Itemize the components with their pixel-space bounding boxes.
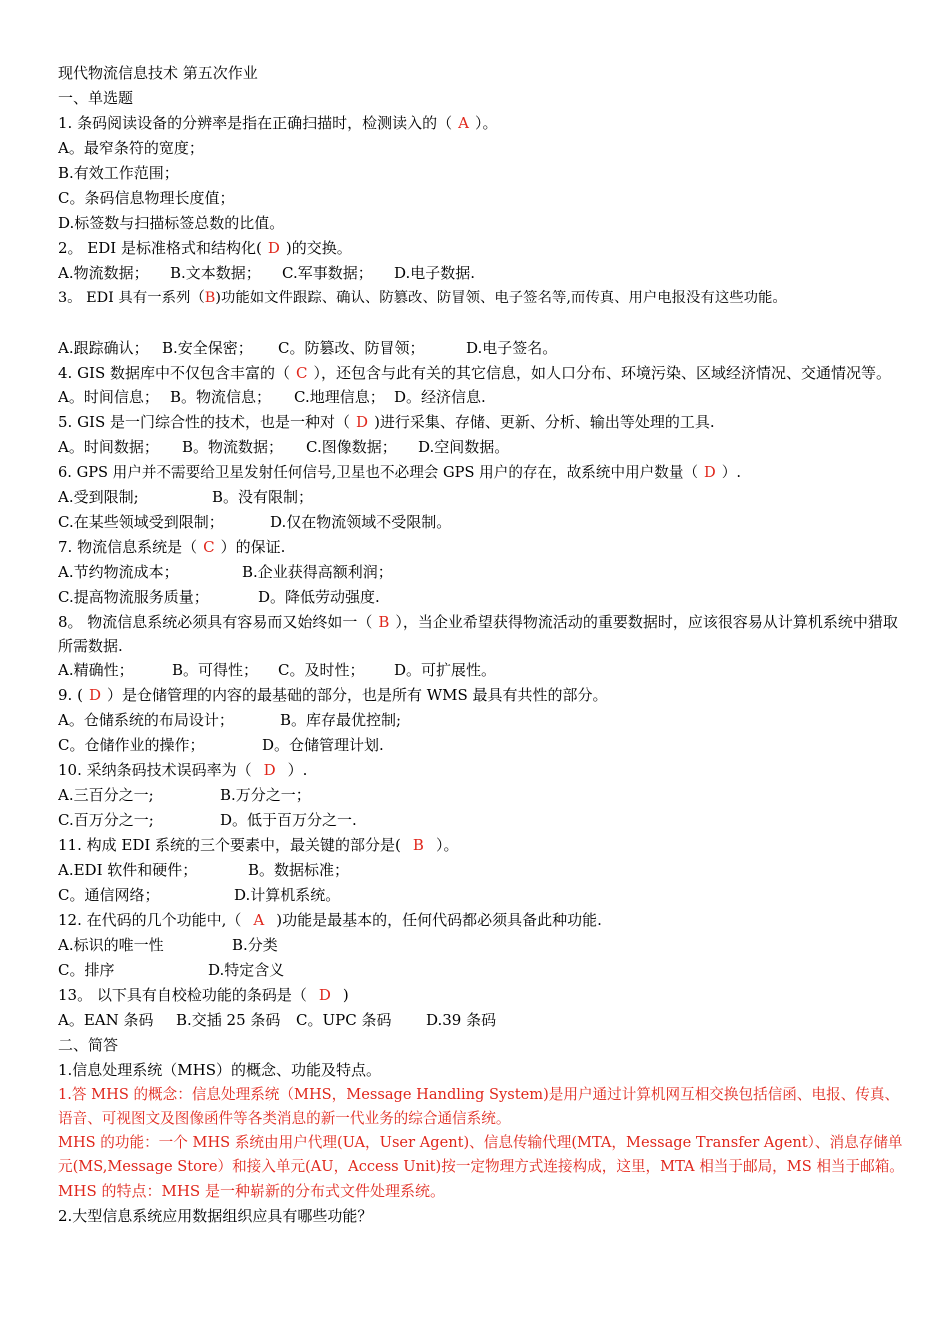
question-text-end: )功能是最基本的，任何代码都必须具备此种功能. xyxy=(276,911,602,929)
question-12 xyxy=(58,908,908,933)
question-text: 6. GPS 用户并不需要给卫星发射任何信号,卫星也不必理会 GPS 用户的存在，故系统中用户数量（ xyxy=(58,464,699,481)
question-8 xyxy=(58,610,908,658)
options-row xyxy=(58,658,908,683)
option: D.39 条码 xyxy=(426,1011,497,1029)
option: C.地理信息； xyxy=(294,388,385,406)
options-row xyxy=(58,510,908,535)
question-9 xyxy=(58,683,908,708)
question-4 xyxy=(58,361,908,385)
answer: B xyxy=(204,290,216,306)
option: C。UPC 条码 xyxy=(296,1011,392,1029)
question-5 xyxy=(58,410,908,435)
option: D.仅在物流领域不受限制。 xyxy=(270,513,452,531)
option: B.安全保密； xyxy=(162,339,253,357)
options-row xyxy=(58,883,908,908)
document-body xyxy=(58,61,908,1229)
answer: D xyxy=(318,986,331,1004)
option: A.三百分之一; xyxy=(58,786,154,804)
question-text: 8。 物流信息系统必须具有容易而又始终如一（ xyxy=(58,613,373,631)
option: B。物流数据； xyxy=(182,438,284,456)
section-heading-short-answer: 二、简答 xyxy=(58,1036,119,1054)
answer: A xyxy=(253,911,265,929)
option: C。防篡改、防冒领； xyxy=(278,339,425,357)
options-row xyxy=(58,585,908,610)
answer: B xyxy=(412,836,424,854)
question-text: 2。 EDI 是标准格式和结构化( xyxy=(58,239,262,257)
answer-paragraph-function: MHS 的功能：一个 MHS 系统由用户代理(UA，User Agent)、信息传输代理(MTA，Message Transfer Agent）、消息存储单元(MS,Message Store）和接入单元(AU，Access Unit)按一定物理方式连接构成，这里，MTA 相当于邮局，MS 相当于邮箱。 xyxy=(58,1134,904,1175)
question-text-end: ）。 xyxy=(435,836,459,854)
option: D.电子数据. xyxy=(394,264,476,282)
options-row xyxy=(58,783,908,808)
option: B。数据标准； xyxy=(248,861,350,879)
question-text-end: )进行采集、存储、更新、分析、输出等处理的工具. xyxy=(374,413,715,431)
question-6 xyxy=(58,460,908,485)
option: A.标识的唯一性 xyxy=(58,936,164,954)
option: D。降低劳动强度. xyxy=(258,588,380,606)
question-text: 7. 物流信息系统是（ xyxy=(58,538,198,556)
question-text-end: ），还包含与此有关的其它信息，如人口分布、环境污染、区域经济情况、交通情况等。 xyxy=(313,364,892,382)
question-13 xyxy=(58,983,908,1008)
answer-paragraph-concept: 1.答 MHS 的概念：信息处理系统（MHS，Message Handling System)是用户通过计算机网互相交换包括信函、电报、传真、语音、可视图文及图像函件等各类消息的新一代业务的综合通信系统。 xyxy=(58,1086,900,1127)
option: C。排序 xyxy=(58,961,115,979)
short-answer-question-1: 1.信息处理系统（MHS）的概念、功能及特点。 xyxy=(58,1061,382,1079)
option: B.文本数据； xyxy=(170,264,261,282)
answer: A xyxy=(458,114,469,132)
option: A.跟踪确认； xyxy=(58,339,149,357)
answer: D xyxy=(263,761,276,779)
option: B.万分之一； xyxy=(220,786,311,804)
question-text: 9. ( xyxy=(58,686,83,704)
option: B。库存最优控制; xyxy=(280,711,402,729)
option: D.计算机系统。 xyxy=(234,886,341,904)
options-row xyxy=(58,261,908,286)
question-7 xyxy=(58,535,908,560)
question-text-end: ），当企业希望获得物流活动的重要数据时，应该很容易从计算机系统中猎取所需数据. xyxy=(58,613,898,655)
question-text-end: ）. xyxy=(287,761,308,779)
answer: D xyxy=(704,464,716,481)
answer: D xyxy=(88,686,101,704)
options-row xyxy=(58,958,908,983)
question-text: 13。 以下具有自校检功能的条码是（ xyxy=(58,986,307,1004)
question-text: 10. 采纳条码技术误码率为（ xyxy=(58,761,252,779)
option: B.企业获得高额利润； xyxy=(242,563,393,581)
option: D。仓储管理计划. xyxy=(262,736,384,754)
option: D.空间数据。 xyxy=(418,438,510,456)
question-text: 4. GIS 数据库中不仅包含丰富的（ xyxy=(58,364,291,382)
option: B。没有限制； xyxy=(212,488,314,506)
option: A.EDI 软件和硬件； xyxy=(58,861,198,879)
option: C。仓储作业的操作； xyxy=(58,736,205,754)
answer: D xyxy=(267,239,280,257)
question-1 xyxy=(58,111,908,136)
answer-paragraph-features: MHS 的特点：MHS 是一种崭新的分布式文件处理系统。 xyxy=(58,1182,445,1200)
option: A.受到限制; xyxy=(58,488,139,506)
option: A。时间数据； xyxy=(58,438,159,456)
option: C。条码信息物理长度值； xyxy=(58,189,235,207)
question-text-end: )功能如文件跟踪、确认、防篡改、防冒领、电子签名等,而传真、用户电报没有这些功能。 xyxy=(215,290,787,306)
option: C.百万分之一; xyxy=(58,811,154,829)
option: C.在某些领域受到限制； xyxy=(58,513,224,531)
question-text: 12. 在代码的几个功能中,（ xyxy=(58,911,242,929)
option: B.交插 25 条码 xyxy=(176,1011,281,1029)
option: C。及时性； xyxy=(278,661,365,679)
question-10 xyxy=(58,758,908,783)
options-row xyxy=(58,808,908,833)
question-text-end: ）是仓储管理的内容的最基础的部分，也是所有 WMS 最具有共性的部分。 xyxy=(106,686,608,704)
option: A。时间信息； xyxy=(58,388,159,406)
question-text: 3。 EDI 具有一系列（ xyxy=(58,290,205,306)
question-text-end: ）的保证. xyxy=(220,538,286,556)
option: A.精确性； xyxy=(58,661,134,679)
option: D。可扩展性。 xyxy=(394,661,497,679)
section-heading-single-choice: 一、单选题 xyxy=(58,89,134,107)
options-row xyxy=(58,560,908,585)
options-row xyxy=(58,485,908,510)
question-2 xyxy=(58,236,908,261)
question-text-end: )的交换。 xyxy=(285,239,352,257)
answer: C xyxy=(296,364,308,382)
option: A.物流数据； xyxy=(58,264,149,282)
options-row xyxy=(58,435,908,460)
option: C.军事数据； xyxy=(282,264,373,282)
option: C.图像数据； xyxy=(306,438,397,456)
options-row xyxy=(58,336,908,361)
document-title: 现代物流信息技术 第五次作业 xyxy=(58,64,258,82)
option: C.提高物流服务质量； xyxy=(58,588,209,606)
option: D.标签数与扫描标签总数的比值。 xyxy=(58,214,285,232)
option: A。仓储系统的布局设计； xyxy=(58,711,234,729)
question-text: 1. 条码阅读设备的分辨率是指在正确扫描时，检测读入的（ xyxy=(58,114,453,132)
option: A。最窄条符的宽度； xyxy=(58,139,204,157)
option: B.分类 xyxy=(232,936,278,954)
options-row xyxy=(58,933,908,958)
options-row xyxy=(58,708,908,733)
question-text: 5. GIS 是一门综合性的技术，也是一种对（ xyxy=(58,413,351,431)
question-text: 11. 构成 EDI 系统的三个要素中，最关键的部分是( xyxy=(58,836,401,854)
answer: B xyxy=(378,613,390,631)
options-row xyxy=(58,858,908,883)
short-answer-question-2: 2.大型信息系统应用数据组织应具有哪些功能？ xyxy=(58,1207,373,1225)
question-text-end: ）. xyxy=(721,464,741,481)
option: A.节约物流成本； xyxy=(58,563,179,581)
question-text-end: ) xyxy=(342,986,349,1004)
option: D。经济信息. xyxy=(394,388,486,406)
option: D.电子签名。 xyxy=(466,339,558,357)
question-text-end: ）。 xyxy=(474,114,498,132)
option: B。可得性； xyxy=(172,661,259,679)
option: D.特定含义 xyxy=(208,961,285,979)
answer: C xyxy=(203,538,215,556)
options-row xyxy=(58,1008,908,1033)
option: B。物流信息； xyxy=(170,388,272,406)
question-3 xyxy=(58,286,908,311)
option: A。EAN 条码 xyxy=(58,1011,154,1029)
question-11 xyxy=(58,833,908,858)
option: B.有效工作范围； xyxy=(58,164,179,182)
options-row xyxy=(58,733,908,758)
options-row xyxy=(58,385,908,410)
answer: D xyxy=(356,413,369,431)
option: D。低于百万分之一. xyxy=(220,811,357,829)
option: C。通信网络； xyxy=(58,886,160,904)
